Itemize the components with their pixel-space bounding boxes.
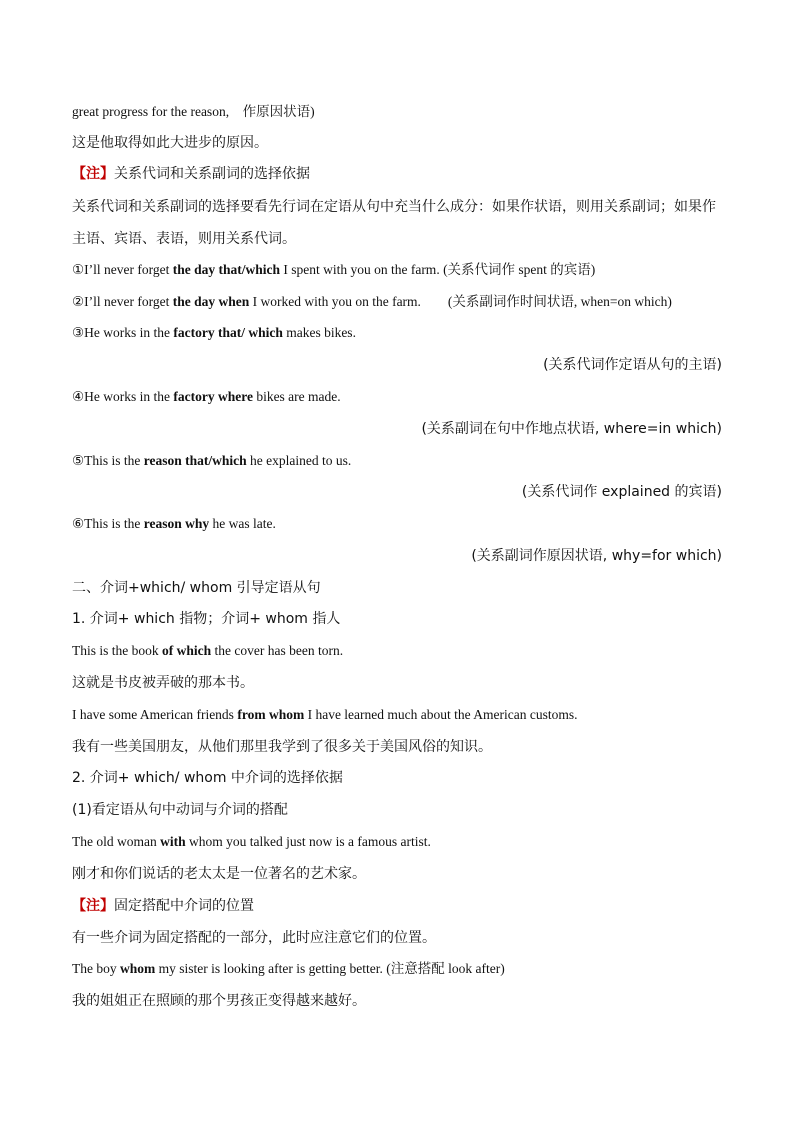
example-line bbox=[72, 706, 722, 724]
example-text: ①I’ll never forget bbox=[72, 262, 173, 277]
example-line bbox=[72, 833, 722, 851]
section-heading: 二、介词+which/ whom 引导定语从句 bbox=[72, 580, 321, 596]
subsection-heading: 1. 介词+ which 指物；介词+ whom 指人 bbox=[72, 611, 341, 627]
example-text: The boy bbox=[72, 961, 120, 976]
example-bold: whom bbox=[120, 961, 156, 976]
subsection-heading: 2. 介词+ which/ whom 中介词的选择依据 bbox=[72, 770, 343, 786]
example-text: my sister is looking after is getting better. (注意搭配 look after) bbox=[155, 961, 505, 976]
translation-line: 我有一些美国朋友，从他们那里我学到了很多关于美国风俗的知识。 bbox=[72, 739, 492, 755]
example-bold: factory that/ which bbox=[173, 325, 283, 340]
example-4 bbox=[72, 388, 722, 406]
example-text: I spent with you on the farm. (关系代词作 spent 的宾语) bbox=[279, 262, 596, 277]
translation-line: 这是他取得如此大进步的原因。 bbox=[72, 135, 268, 151]
example-6 bbox=[72, 515, 722, 533]
example-3-note: (关系代词作定语从句的主语) bbox=[543, 357, 722, 373]
example-4-note: (关系副词在句中作地点状语, where=in which) bbox=[421, 421, 722, 437]
note-title: 固定搭配中介词的位置 bbox=[114, 898, 254, 914]
note-heading bbox=[72, 897, 722, 915]
translation-line: 我的姐姐正在照顾的那个男孩正变得越来越好。 bbox=[72, 993, 366, 1009]
example-bold: of which bbox=[162, 643, 212, 658]
example-text: ④He works in the bbox=[72, 389, 174, 404]
example-bold: the day when bbox=[172, 294, 250, 309]
example-text: whom you talked just now is a famous artist. bbox=[185, 834, 431, 849]
example-bold: reason why bbox=[143, 516, 210, 531]
example-text: makes bikes. bbox=[282, 325, 356, 340]
explanation-line: 有一些介词为固定搭配的一部分，此时应注意它们的位置。 bbox=[72, 930, 436, 946]
example-bold: from whom bbox=[237, 707, 305, 722]
example-5 bbox=[72, 452, 722, 470]
example-text: ⑤This is the bbox=[72, 453, 144, 468]
note-heading bbox=[72, 165, 722, 183]
explanation-paragraph: 关系代词和关系副词的选择要看先行词在定语从句中充当什么成分：如果作状语，则用关系副词；如果作主语、宾语、表语，则用关系代词。 bbox=[72, 199, 716, 247]
text-line: great progress for the reason, 作原因状语) bbox=[72, 104, 315, 119]
example-6-note: (关系副词作原因状语, why=for which) bbox=[471, 548, 722, 564]
example-line bbox=[72, 642, 722, 660]
example-text: I have some American friends bbox=[72, 707, 238, 722]
example-1 bbox=[72, 261, 722, 279]
example-text: I worked with you on the farm. (关系副词作时间状语, when=on which) bbox=[249, 294, 672, 309]
example-line bbox=[72, 960, 722, 978]
example-text: bikes are made. bbox=[252, 389, 341, 404]
example-text: The old woman bbox=[72, 834, 161, 849]
example-text: ③He works in the bbox=[72, 325, 174, 340]
example-text: This is the book bbox=[72, 643, 162, 658]
example-bold: with bbox=[160, 834, 186, 849]
example-text: the cover has been torn. bbox=[211, 643, 344, 658]
example-bold: the day that/which bbox=[172, 262, 280, 277]
note-tag: 【注】 bbox=[72, 166, 114, 182]
example-text: I have learned much about the American customs. bbox=[304, 707, 578, 722]
example-3 bbox=[72, 324, 722, 342]
example-text: he was late. bbox=[209, 516, 276, 531]
example-bold: factory where bbox=[173, 389, 253, 404]
note-tag: 【注】 bbox=[72, 898, 114, 914]
example-text: he explained to us. bbox=[246, 453, 352, 468]
example-5-note: (关系代词作 explained 的宾语) bbox=[521, 484, 722, 500]
example-text: ⑥This is the bbox=[72, 516, 144, 531]
subsection-heading: (1)看定语从句中动词与介词的搭配 bbox=[72, 802, 288, 818]
example-2 bbox=[72, 293, 722, 311]
translation-line: 这就是书皮被弄破的那本书。 bbox=[72, 675, 254, 691]
note-title: 关系代词和关系副词的选择依据 bbox=[114, 166, 310, 182]
example-text: ②I’ll never forget bbox=[72, 294, 173, 309]
translation-line: 刚才和你们说话的老太太是一位著名的艺术家。 bbox=[72, 866, 366, 882]
example-bold: reason that/which bbox=[143, 453, 247, 468]
